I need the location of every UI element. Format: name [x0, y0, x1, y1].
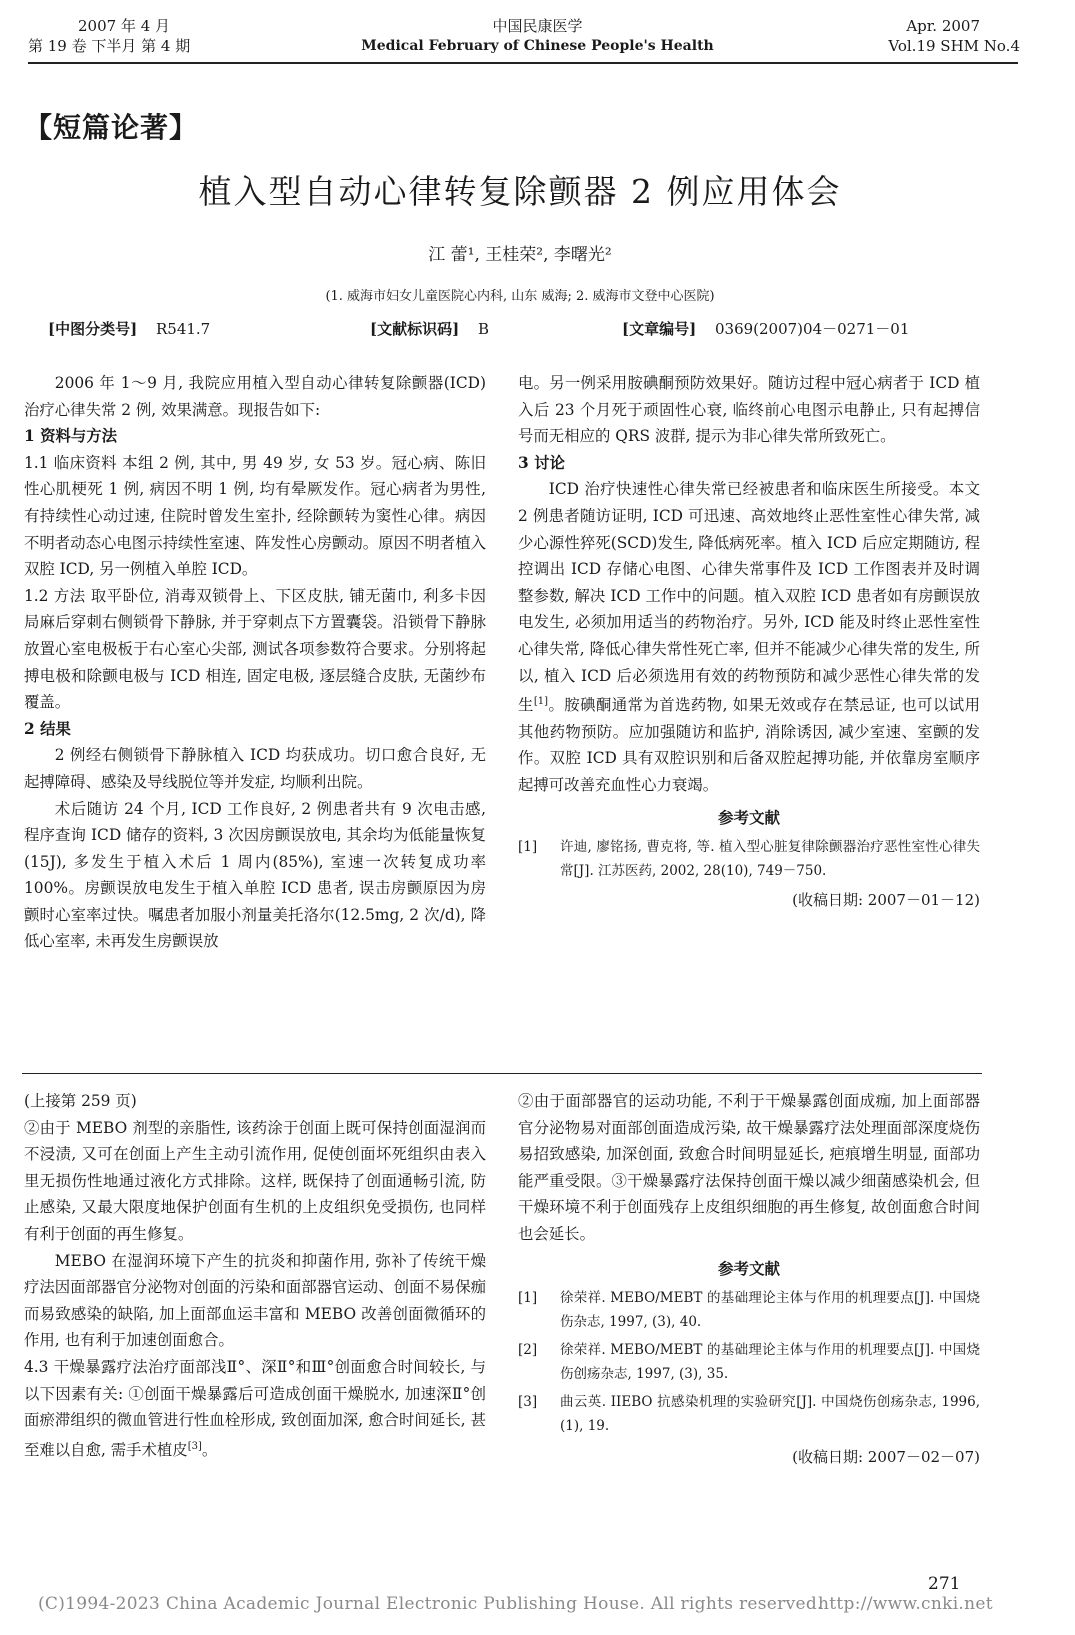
- reference-text: 许迪, 廖铭扬, 曹克将, 等. 植入型心脏复律除颤器治疗恶性室性心律失常[J]. 江苏医药, 2002, 28(10), 749－750.: [560, 838, 980, 879]
- citation-1[interactable]: [1]: [533, 696, 549, 708]
- header-volume-en: Vol.19 SHM No.4: [888, 37, 1020, 55]
- clc-value: R541.7: [155, 320, 211, 338]
- right-column: [518, 370, 980, 913]
- header-date-en: Apr. 2007: [906, 17, 980, 35]
- header-date: 2007 年 4 月: [78, 17, 171, 35]
- article-number: [622, 318, 909, 339]
- article-affiliation: (1. 威海市妇女儿童医院心内科, 山东 威海; 2. 威海市文登中心医院): [325, 289, 715, 304]
- left-column: [24, 370, 486, 955]
- cnki-link[interactable]: http://www.cnki.net: [818, 1594, 993, 1614]
- reference-number: [1]: [518, 1289, 538, 1306]
- lower-paragraph-1: ②由于 MEBO 剂型的亲脂性, 该药涂于创面上既可保持创面湿润而不浸渍, 又可在创面上产生主动引流作用, 促使创面坏死组织由表入里无损伤性地通过液化方式排除。这样, 既保持了创面通畅引流, 防止感染, 又最大限度地保护创面有生机的上皮组织免受损伤, 也同样有利于创面的再生修复。: [24, 1118, 486, 1243]
- references-title: 参考文献: [717, 807, 780, 827]
- discussion-text-a: ICD 治疗快速性心律失常已经被患者和临床医生所接受。本文 2 例患者随访证明, ICD 可迅速、高效地终止恶性室性心律失常, 减少心源性猝死(SCD)发生, 降低病死率。植入 ICD 后应定期随访, 程控调出 ICD 存储心电图、心律失常事件及 ICD 工作图表并及时调整参数, 解决 ICD 工作中的问题。植入双腔 ICD 患者如有房颤误放电发生, 必须加用适当的药物治疗。另外, ICD 能及时终止恶性室性心律失常, 降低心律失常性死亡率, 但并不能减少心律失常的发生, 所以, 植入 ICD 后必须选用有效的药物预防和减少恶性心律失常的发生: [518, 480, 980, 715]
- reference-text: 徐荣祥. MEBO/MEBT 的基础理论主体与作用的机理要点[J]. 中国烧伤杂志, 1997, (3), 40.: [560, 1289, 980, 1330]
- header-volume: 第 19 卷 下半月 第 4 期: [28, 37, 191, 55]
- reference-text: 曲云英. IIEBO 抗感染机理的实验研究[J]. 中国烧伤创疡杂志, 1996, (1), 19.: [560, 1393, 980, 1434]
- lower-right-column: [518, 1088, 980, 1470]
- doc-code-label: [文献标识码]: [370, 320, 460, 338]
- section-1-2: 1.2 方法 取平卧位, 消毒双锁骨上、下区皮肤, 铺无菌巾, 利多卡因局麻后穿刺右侧锁骨下静脉, 并于穿刺点下方置囊袋。沿锁骨下静脉放置心室电极板于右心室心尖部, 测试各项参数符合要求。分别将起搏电极和除颤电极与 ICD 相连, 固定电极, 逐层缝合皮肤, 无菌纱布覆盖。: [24, 586, 486, 712]
- reference-number: [2]: [518, 1341, 538, 1358]
- header-rule: [28, 62, 1018, 64]
- lower-references-list: [518, 1286, 980, 1438]
- discussion-text-b: 。胺碘酮通常为首选药物, 如果无效或存在禁忌证, 也可以试用其他药物预防。应加强随访和监护, 消除诱因, 减少室速、室颤的发作。双腔 ICD 具有双腔识别和后备双腔起搏功能, 并依靠房室顺序起搏可改善充血性心力衰竭。: [518, 696, 980, 795]
- lower-received-date: (收稿日期: 2007－02－07): [792, 1447, 980, 1466]
- header-center: [330, 16, 745, 56]
- article-title: 植入型自动心律转复除颤器 2 例应用体会: [198, 172, 842, 211]
- reference-item: [518, 1390, 980, 1438]
- lower-paragraph-2: MEBO 在湿润环境下产生的抗炎和抑菌作用, 弥补了传统干燥疗法因面部器官分泌物对创面的污染和面部器官运动、创面不易保痂而易致感染的缺陷, 加上面部血运丰富和 MEBO 改善创面微循环的作用, 也有利于加速创面愈合。: [24, 1251, 486, 1350]
- reference-item: [518, 835, 980, 883]
- section-1-heading: 1 资料与方法: [24, 427, 118, 446]
- intro-paragraph: 2006 年 1～9 月, 我院应用植入型自动心律转复除颤器(ICD)治疗心律失常 2 例, 效果满意。现报告如下:: [24, 374, 486, 419]
- lower-right-paragraph: ②由于面部器官的运动功能, 不利于干燥暴露创面成痂, 加上面部器官分泌物易对面部创面造成污染, 故干燥暴露疗法处理面部深度烧伤易招致感染, 加深创面, 致愈合时间明显延长, 疤痕增生明显, 面部功能严重受限。③干燥暴露疗法保持创面干燥以减少细菌感染机会, 但干燥环境不利于创面残存上皮组织细胞的再生修复, 故创面愈合时间也会延长。: [518, 1092, 980, 1243]
- reference-item: [518, 1286, 980, 1334]
- article-no-value: 0369(2007)04－0271－01: [714, 320, 910, 338]
- doc-code-value: B: [477, 320, 490, 338]
- received-date: (收稿日期: 2007－01－12): [792, 890, 980, 909]
- article-no-label: [文章编号]: [622, 320, 697, 338]
- section-1-1: 1.1 临床资料 本组 2 例, 其中, 男 49 岁, 女 53 岁。冠心病、陈旧性心肌梗死 1 例, 病因不明 1 例, 均有晕厥发作。冠心病者为男性, 有持续性心动过速, 住院时曾发生室扑, 经除颤转为窦性心律。病因不明者动态心电图示持续性室速、阵发性心房颤动。原因不明者植入双腔 ICD, 另一例植入单腔 ICD。: [24, 453, 486, 579]
- clc-label: [中图分类号]: [48, 320, 138, 338]
- header-left: [28, 16, 328, 56]
- lower-paragraph-3: [24, 1354, 486, 1464]
- discussion-paragraph: [518, 476, 980, 798]
- journal-name-cn: 中国民康医学: [492, 17, 583, 35]
- page-number: 271: [928, 1574, 961, 1594]
- lower-references-title: 参考文献: [717, 1258, 780, 1278]
- lower-left-column: [24, 1088, 486, 1463]
- section-tag: 【短篇论著】: [24, 111, 199, 144]
- journal-name-en: Medical February of Chinese People's Health: [361, 38, 714, 54]
- section-2-heading: 2 结果: [24, 719, 71, 738]
- clc-number: [48, 318, 210, 339]
- header-right: [760, 16, 1020, 56]
- reference-number: [3]: [518, 1393, 538, 1410]
- reference-number: [1]: [518, 838, 538, 855]
- lower-text-b: 。: [201, 1440, 218, 1459]
- reference-item: [518, 1338, 980, 1386]
- results-paragraph-1: 2 例经右侧锁骨下静脉植入 ICD 均获成功。切口愈合良好, 无起搏障碍、感染及导线脱位等并发症, 均顺利出院。: [24, 746, 486, 791]
- continued-note: (上接第 259 页): [24, 1092, 137, 1110]
- results-paragraph-2: 术后随访 24 个月, ICD 工作良好, 2 例患者共有 9 次电击感, 程序查询 ICD 储存的资料, 3 次因房颤误放电, 其余均为低能量恢复(15J), 多发生于植入术后 1 周内(85%), 室速一次转复成功率 100%。房颤误放电发生于植入单腔 ICD 患者, 误击房颤原因为房颤时心室率过快。嘱患者加服小剂量美托洛尔(12.5mg, 2 次/d), 降低心室率, 未再发生房颤误放: [24, 799, 486, 951]
- copyright-notice: (C)1994-2023 China Academic Journal Electronic Publishing House. All rights reserved.: [38, 1594, 823, 1614]
- document-code: [370, 318, 489, 339]
- reference-text: 徐荣祥. MEBO/MEBT 的基础理论主体与作用的机理要点[J]. 中国烧伤创疡杂志, 1997, (3), 35.: [560, 1341, 980, 1382]
- article-authors: 江 蕾¹, 王桂荣², 李曙光²: [428, 245, 612, 265]
- results-continuation: 电。另一例采用胺碘酮预防效果好。随访过程中冠心病者于 ICD 植入后 23 个月死于顽固性心衰, 临终前心电图示电静止, 只有起搏信号而无相应的 QRS 波群, 提示为非心律失常所致死亡。: [518, 374, 980, 446]
- citation-3[interactable]: [3]: [187, 1440, 202, 1452]
- section-3-heading: 3 讨论: [518, 453, 565, 472]
- lower-text-a: 4.3 干燥暴露疗法治疗面部浅Ⅱ°、深Ⅱ°和Ⅲ°创面愈合时间较长, 与以下因素有关: ①创面干燥暴露后可造成创面干燥脱水, 加速深Ⅱ°创面瘀滞组织的微血管进行性血栓形成, 致创面加深, 愈合时间延长, 甚至难以自愈, 需手术植皮: [24, 1357, 486, 1459]
- article-separator: [22, 1073, 982, 1074]
